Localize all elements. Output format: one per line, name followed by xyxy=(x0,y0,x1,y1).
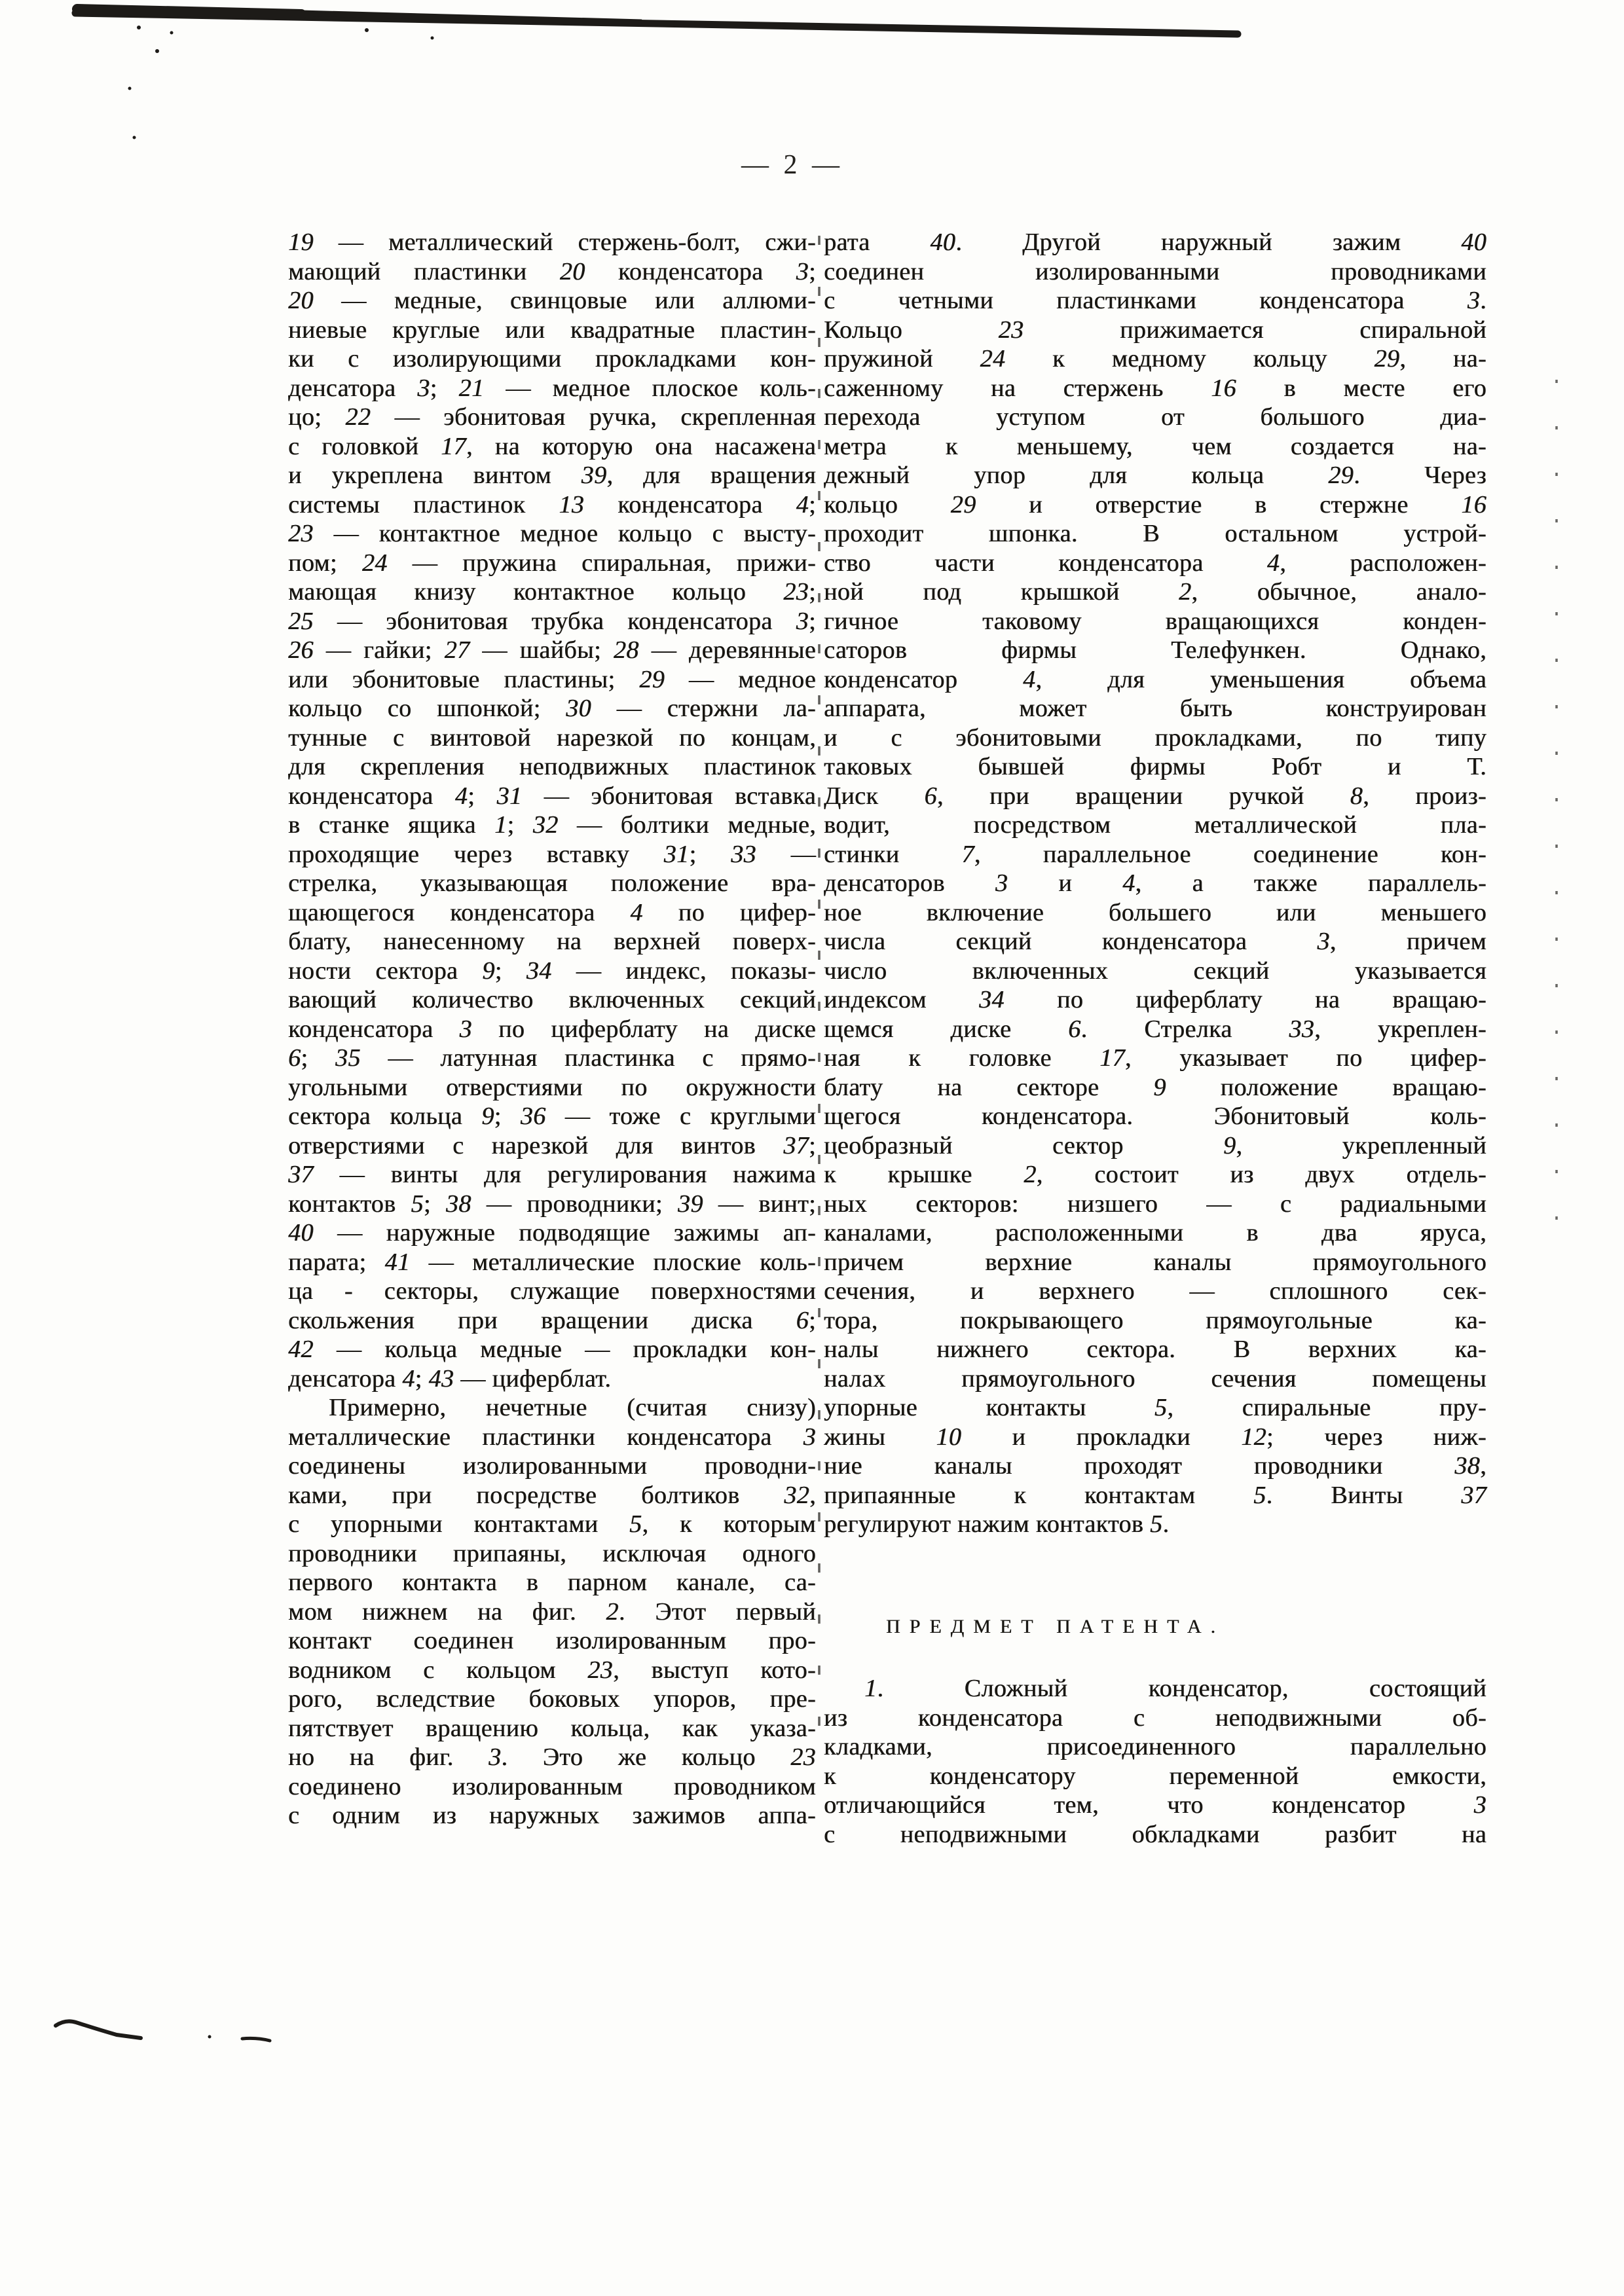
text-line: перехода уступом от большого диа- xyxy=(824,403,1486,431)
text-line: числа секций конденсатора 3, причем xyxy=(824,928,1486,955)
text-line: денсаторов 3 и 4, а также параллель- xyxy=(824,869,1486,897)
text-line: аппарата, может быть конструирован xyxy=(824,695,1486,722)
text-line: конденсатора 3 по циферблату на диске xyxy=(288,1015,817,1043)
right-column-paragraphs xyxy=(824,228,1486,1539)
text-line: проходит шпонка. В остальном устрой- xyxy=(824,520,1486,547)
text-line: Диск 6, при вращении ручкой 8, произ- xyxy=(824,782,1486,810)
text-line: мающая книзу контактное кольцо 23; xyxy=(288,578,816,606)
claim-1-paragraph xyxy=(824,1674,1486,1849)
text-line: для скрепления неподвижных пластинок xyxy=(288,753,816,780)
text-line: ки с изолирующими прокладками кон- xyxy=(288,345,816,373)
text-line: налы нижнего сектора. В верхних ка- xyxy=(824,1336,1486,1363)
text-line: соединено изолированным проводником xyxy=(288,1772,816,1800)
text-line: ца - секторы, служащие поверхностями xyxy=(288,1277,816,1305)
text-line: кольцо 29 и отверстие в стержне 16 xyxy=(824,490,1486,519)
text-line: щемся диске 6. Стрелка 33, укреплен- xyxy=(824,1015,1486,1043)
text-line: ной под крышкой 2, обычное, анало- xyxy=(824,578,1486,606)
text-line: ниевые круглые или квадратные пластин- xyxy=(288,316,816,344)
text-line: 42 — кольца медные — прокладки кон- xyxy=(288,1336,816,1363)
text-line: мом нижнем на фиг. 2. Этот первый xyxy=(288,1597,816,1626)
text-line: кладками, присоединенного параллельно xyxy=(824,1733,1486,1760)
text-line: регулируют нажим контактов 5. xyxy=(824,1510,1170,1538)
text-line: Примерно, нечетные (считая снизу) xyxy=(329,1394,816,1421)
text-line: металлические пластинки конденсатора 3 xyxy=(288,1423,816,1451)
text-line: первого контакта в парном канале, са- xyxy=(288,1569,816,1596)
text-line: тунные с винтовой нарезкой по концам, xyxy=(288,723,816,752)
text-line: соединены изолированными проводни- xyxy=(288,1452,816,1480)
text-line: парата; 41 — металлические плоские коль- xyxy=(288,1248,816,1276)
text-line: системы пластинок 13 конденсатора 4; xyxy=(288,490,816,519)
text-line: цеобразный сектор 9, укрепленный xyxy=(824,1131,1486,1159)
text-line: блату, нанесенному на верхней поверх- xyxy=(288,928,816,955)
text-line: денсатора 3; 21 — медное плоское коль- xyxy=(288,374,816,402)
text-line: кольцо со шпонкой; 30 — стержни ла- xyxy=(288,695,816,722)
text-line: с одним из наружных зажимов аппа- xyxy=(288,1802,816,1829)
text-line: проводники припаяны, исключая одного xyxy=(288,1539,816,1567)
text-line: мающий пластинки 20 конденсатора 3; xyxy=(288,257,816,285)
text-line: блату на секторе 9 положение вращаю- xyxy=(824,1073,1486,1101)
text-line: 19 — металлический стержень-болт, сжи- xyxy=(288,228,816,256)
page-number: — 2 — xyxy=(741,150,843,180)
text-line: денсатора 4; 43 — циферблат. xyxy=(288,1364,612,1393)
text-line: метра к меньшему, чем создается на- xyxy=(824,432,1486,460)
text-line: отличающийся тем, что конденсатор 3 xyxy=(824,1791,1486,1819)
text-line: припаянные к контактам 5. Винты 37 xyxy=(824,1481,1486,1509)
text-line: дежный упор для кольца 29. Через xyxy=(824,462,1486,489)
text-line: налах прямоугольного сечения помещены xyxy=(824,1364,1486,1393)
text-line: с четными пластинками конденсатора 3. xyxy=(824,287,1486,314)
text-line: с упорными контактами 5, к которым xyxy=(288,1510,816,1538)
text-line: причем верхние каналы прямоугольного xyxy=(824,1248,1486,1276)
text-line: пружиной 24 к медному кольцу 29, на- xyxy=(824,345,1486,373)
text-line: 25 — эбонитовая трубка конденсатора 3; xyxy=(288,607,816,635)
text-line: упорные контакты 5, спиральные пру- xyxy=(824,1394,1486,1421)
text-line: саторов фирмы Телефункен. Однако, xyxy=(824,636,1486,664)
text-line: контакт соединен изолированным про- xyxy=(288,1627,816,1654)
text-line: ности сектора 9; 34 — индекс, показы- xyxy=(288,957,817,985)
text-line: угольными отверстиями по окружности xyxy=(288,1073,816,1101)
text-line: водит, посредством металлической пла- xyxy=(824,811,1486,839)
text-line: пятствует вращению кольца, как указа- xyxy=(288,1714,816,1742)
text-line: 23 — контактное медное кольцо с высту- xyxy=(288,520,816,547)
text-line: к конденсатору переменной емкости, xyxy=(824,1762,1486,1790)
text-line: из конденсатора с неподвижными об- xyxy=(824,1704,1486,1732)
left-text-column xyxy=(288,228,816,1831)
text-line: скольжения при вращении диска 6; xyxy=(288,1306,816,1334)
text-line: контактов 5; 38 — проводники; 39 — винт; xyxy=(288,1190,816,1218)
text-line: ных секторов: низшего — с радиальными xyxy=(824,1190,1486,1218)
text-line: 37 — винты для регулирования нажима xyxy=(288,1161,816,1188)
text-line: вающий количество включенных секций xyxy=(288,986,816,1013)
claims-section-heading: ПРЕДМЕТ ПАТЕНТА. xyxy=(886,1615,1225,1637)
text-line: каналами, расположенными в два яруса, xyxy=(824,1219,1486,1247)
text-line: с неподвижными обкладками разбит на xyxy=(824,1820,1486,1848)
text-line: щегося конденсатора. Эбонитовый коль- xyxy=(824,1102,1486,1130)
text-line: или эбонитовые пластины; 29 — медное xyxy=(288,665,816,693)
text-line: 20 — медные, свинцовые или аллюми- xyxy=(288,287,816,314)
text-line: но на фиг. 3. Это же кольцо 23 xyxy=(288,1743,816,1771)
text-line: конденсатор 4, для уменьшения объема xyxy=(824,665,1487,693)
text-line: ние каналы проходят проводники 38, xyxy=(824,1452,1486,1480)
text-line: 26 — гайки; 27 — шайбы; 28 — деревянные xyxy=(288,636,816,664)
text-line: проходящие через вставку 31; 33 — xyxy=(288,840,816,868)
text-line: жины 10 и прокладки 12; через ниж- xyxy=(824,1423,1486,1451)
text-line: сечения, и верхнего — сплошного сек- xyxy=(824,1277,1486,1305)
text-line: Кольцо 23 прижимается спиральной xyxy=(824,316,1486,344)
text-line: пом; 24 — пружина спиральная, прижи- xyxy=(288,549,816,577)
text-line: к крышке 2, состоит из двух отдель- xyxy=(824,1161,1486,1188)
text-line: щающегося конденсатора 4 по цифер- xyxy=(288,898,816,926)
text-line: 1. Сложный конденсатор, состоящий xyxy=(864,1675,1486,1702)
text-line: и укреплена винтом 39, для вращения xyxy=(288,462,816,489)
text-line: водником с кольцом 23, выступ кото- xyxy=(288,1656,816,1684)
text-line: тора, покрывающего прямоугольные ка- xyxy=(824,1306,1486,1334)
text-line: ная к головке 17, указывает по цифер- xyxy=(824,1044,1486,1072)
bottom-dash-mark xyxy=(242,2038,270,2041)
right-text-column xyxy=(824,228,1486,1849)
text-line: саженному на стержень 16 в месте его xyxy=(824,374,1486,402)
top-edge-scan-artifact xyxy=(75,9,1238,139)
text-line: с головкой 17, на которую она насажена xyxy=(288,432,816,460)
bottom-left-pen-squiggle xyxy=(56,2021,270,2041)
text-line: число включенных секций указывается xyxy=(824,957,1486,985)
text-line: рого, вследствие боковых упоров, пре- xyxy=(288,1685,816,1713)
text-line: ное включение большего или меньшего xyxy=(824,898,1486,926)
text-line: рата 40. Другой наружный зажим 40 xyxy=(824,228,1486,256)
text-line: ство части конденсатора 4, расположен- xyxy=(824,549,1486,577)
text-line: и с эбонитовыми прокладками, по типу xyxy=(824,723,1486,752)
text-line: 40 — наружные подводящие зажимы ап- xyxy=(288,1219,816,1247)
text-line: отверстиями с нарезкой для винтов 37; xyxy=(288,1131,816,1159)
text-line: сектора кольца 9; 36 — тоже с круглыми xyxy=(288,1102,817,1130)
text-line: 6; 35 — латунная пластинка с прямо- xyxy=(288,1044,816,1072)
text-line: стинки 7, параллельное соединение кон- xyxy=(824,840,1486,868)
text-line: конденсатора 4; 31 — эбонитовая вставка xyxy=(288,782,816,810)
text-line: соединен изолированными проводниками xyxy=(824,257,1486,285)
text-line: в станке ящика 1; 32 — болтики медные, xyxy=(288,811,817,839)
text-line: стрелка, указывающая положение вра- xyxy=(288,869,816,897)
text-line: цо; 22 — эбонитовая ручка, скрепленная xyxy=(288,403,816,431)
text-line: таковых бывшей фирмы Робт и Т. xyxy=(824,753,1486,780)
text-line: ками, при посредстве болтиков 32, xyxy=(288,1481,816,1509)
text-line: гичное таковому вращающихся конден- xyxy=(824,607,1486,635)
text-line: индексом 34 по циферблату на вращаю- xyxy=(824,986,1486,1013)
